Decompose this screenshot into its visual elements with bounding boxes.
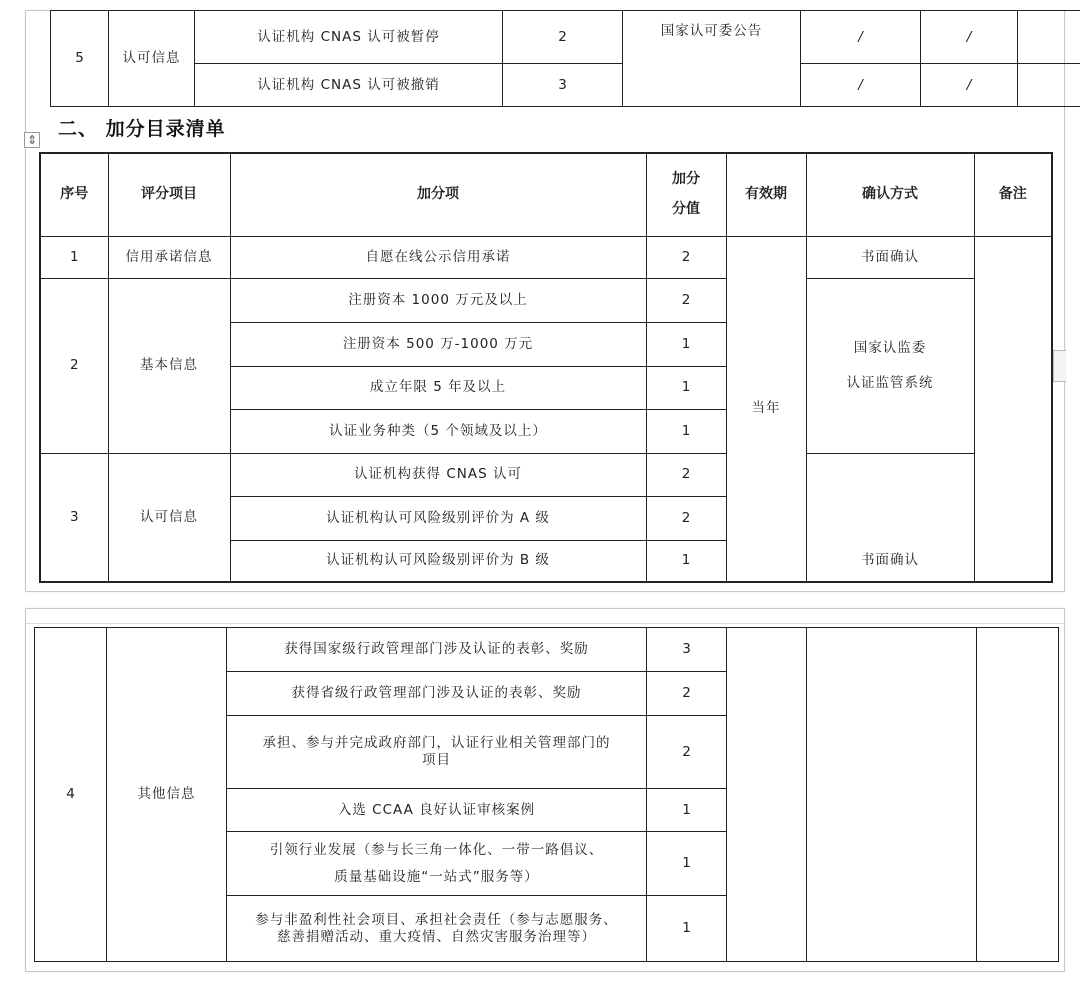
page-header-line — [26, 623, 1064, 624]
slash-cell: / — [801, 11, 921, 64]
other-info-table — [34, 627, 1059, 962]
header-eval-item: 评分项目 — [108, 153, 230, 236]
validity-cell — [727, 628, 807, 962]
item-line: 慈善捐赠活动、重大疫情、自然灾害服务治理等） — [277, 928, 596, 945]
bonus-item-cell: 认证机构获得 CNAS 认可 — [230, 453, 646, 496]
slash-cell: / — [921, 11, 1018, 64]
score-cell: 1 — [646, 322, 726, 366]
score-cell: 3 — [647, 628, 727, 672]
header-score-line2: 分值 — [672, 200, 700, 217]
bonus-item-cell: 认证机构 CNAS 认可被暂停 — [195, 11, 503, 64]
score-cell: 2 — [646, 278, 726, 322]
bonus-item-cell: 认证机构 CNAS 认可被撤销 — [195, 64, 503, 107]
header-validity: 有效期 — [726, 153, 806, 236]
score-cell: 1 — [646, 409, 726, 453]
slash-cell: / — [921, 64, 1018, 107]
header-score-line1: 加分 — [672, 171, 700, 188]
bonus-item-cell: 获得省级行政管理部门涉及认证的表彰、奖励 — [227, 672, 647, 716]
table-row — [51, 64, 1080, 107]
header-row — [40, 153, 1052, 236]
score-cell: 2 — [646, 236, 726, 278]
score-cell: 2 — [647, 716, 727, 789]
category-cell: 认可信息 — [109, 11, 195, 107]
bonus-item-cell: 注册资本 500 万-1000 万元 — [230, 322, 646, 366]
bonus-item-cell — [227, 716, 647, 789]
score-cell: 1 — [646, 366, 726, 409]
bonus-item-cell — [227, 896, 647, 962]
score-cell: 1 — [647, 789, 727, 832]
remark-cell — [977, 628, 1059, 962]
section-title: 二、 加分目录清单 — [58, 118, 226, 140]
score-cell: 2 — [647, 672, 727, 716]
remark-cell — [974, 236, 1052, 582]
header-remark: 备注 — [974, 153, 1052, 236]
item-line: 项目 — [422, 752, 451, 768]
row-number: 4 — [35, 628, 107, 962]
row-number: 1 — [40, 236, 108, 278]
header-no: 序号 — [40, 153, 108, 236]
score-cell: 2 — [646, 496, 726, 540]
bonus-item-cell: 自愿在线公示信用承诺 — [230, 236, 646, 278]
header-bonus-item: 加分项 — [230, 153, 646, 236]
header-score — [646, 153, 726, 236]
item-line: 承担、参与并完成政府部门，认证行业相关管理部门的 — [262, 735, 611, 752]
document-page-2 — [25, 608, 1065, 972]
empty-cell — [1018, 11, 1080, 64]
bonus-item-cell: 获得国家级行政管理部门涉及认证的表彰、奖励 — [227, 628, 647, 672]
table-row — [35, 628, 1059, 672]
bonus-item-cell — [227, 832, 647, 896]
table-row — [40, 278, 1052, 322]
confirm-line: 认证监管系统 — [846, 374, 934, 391]
confirm-cell — [807, 628, 977, 962]
category-cell: 认可信息 — [108, 453, 230, 582]
top-table-fragment — [50, 10, 1080, 107]
row-number: 2 — [40, 278, 108, 453]
category-cell: 基本信息 — [108, 278, 230, 453]
confirm-cell: 书面确认 — [806, 453, 974, 582]
bonus-catalog-table — [39, 152, 1053, 583]
bonus-item-cell: 成立年限 5 年及以上 — [230, 366, 646, 409]
row-number: 3 — [40, 453, 108, 582]
score-cell: 1 — [647, 832, 727, 896]
score-cell: 1 — [647, 896, 727, 962]
item-line: 引领行业发展（参与长三角一体化、一带一路倡议、 — [269, 841, 604, 858]
document-page-1 — [25, 10, 1065, 592]
bonus-item-cell: 认证机构认可风险级别评价为 A 级 — [230, 496, 646, 540]
source-cell: 国家认可委公告 — [623, 11, 801, 107]
confirm-line: 国家认监委 — [853, 339, 927, 356]
empty-cell — [1018, 64, 1080, 107]
category-cell: 其他信息 — [107, 628, 227, 962]
confirm-cell: 书面确认 — [806, 236, 974, 278]
row-number: 5 — [51, 11, 109, 107]
table-move-icon[interactable]: ⇕ — [24, 132, 40, 148]
header-confirm: 确认方式 — [806, 153, 974, 236]
table-row — [40, 453, 1052, 496]
slash-cell: / — [801, 64, 921, 107]
bonus-item-cell: 认证机构认可风险级别评价为 B 级 — [230, 540, 646, 582]
table-row — [40, 236, 1052, 278]
side-ruler-marker — [1053, 350, 1066, 382]
confirm-cell — [806, 278, 974, 453]
bonus-item-cell: 认证业务种类（5 个领域及以上） — [230, 409, 646, 453]
item-line: 参与非盈利性社会项目、承担社会责任（参与志愿服务、 — [255, 911, 618, 928]
score-cell: 3 — [503, 64, 623, 107]
score-cell: 2 — [503, 11, 623, 64]
score-cell: 1 — [646, 540, 726, 582]
item-line: 质量基础设施“一站式”服务等） — [334, 868, 539, 885]
table-row — [51, 11, 1080, 64]
category-cell: 信用承诺信息 — [108, 236, 230, 278]
bonus-item-cell: 入选 CCAA 良好认证审核案例 — [227, 789, 647, 832]
bonus-item-cell: 注册资本 1000 万元及以上 — [230, 278, 646, 322]
score-cell: 2 — [646, 453, 726, 496]
validity-cell: 当年 — [726, 236, 806, 582]
